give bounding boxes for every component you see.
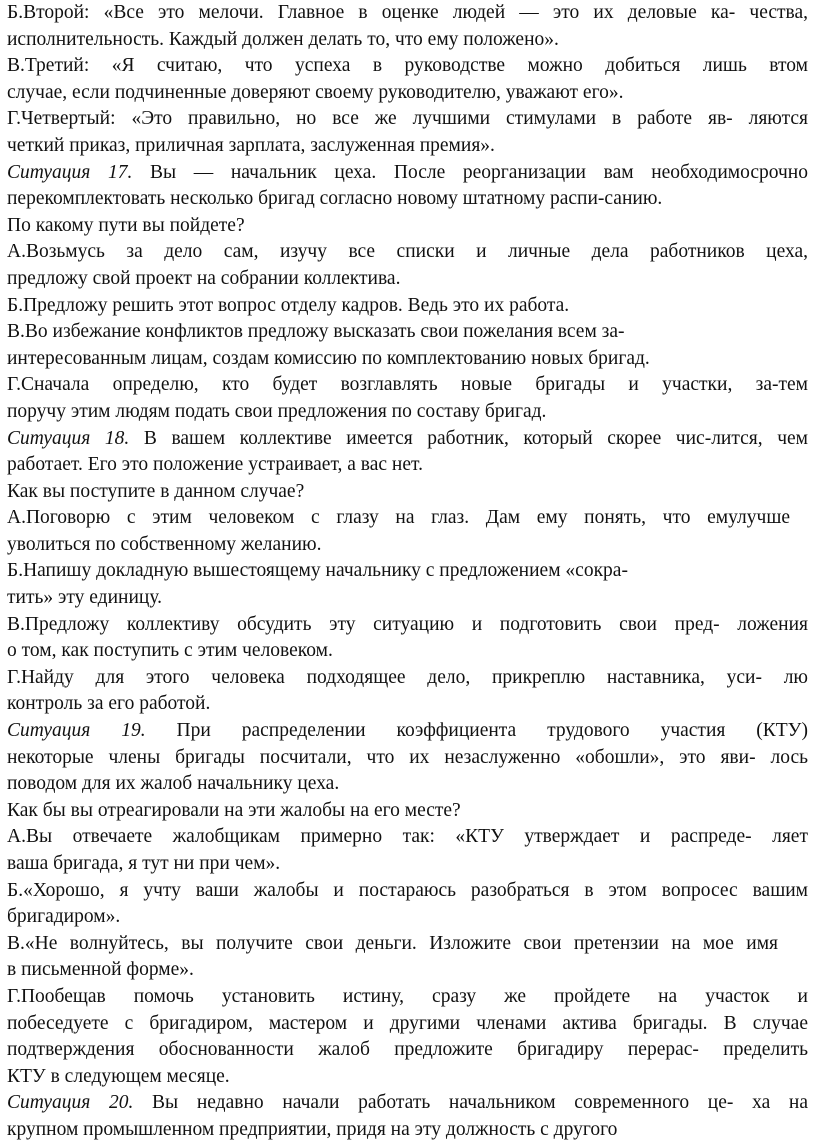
line-text: При распределении коэффициента трудового участия (КТУ) xyxy=(145,720,808,742)
text-line xyxy=(7,878,808,905)
text-line xyxy=(7,532,808,559)
line-text: крупном промышленном предприятии, придя на эту должность с другого xyxy=(7,1118,618,1140)
line-text: поручу этим людям подать свои предложения по составу бригад. xyxy=(7,400,547,422)
line-text: В.Третий: «Я считаю, что успеха в руководстве можно добиться лишь втом xyxy=(7,55,808,77)
text-line xyxy=(7,798,808,825)
text-line xyxy=(7,851,808,878)
line-text: предложу свой проект на собрании коллектива. xyxy=(7,267,401,289)
text-line xyxy=(7,745,808,772)
text-line xyxy=(7,1117,808,1144)
line-text: случае, если подчиненные доверяют своему руководителю, уважают его». xyxy=(7,81,624,103)
text-line xyxy=(7,80,808,107)
situation-label: Ситуация 18. xyxy=(7,427,130,449)
text-line xyxy=(7,824,808,851)
text-line xyxy=(7,904,808,931)
line-text: Б.«Хорошо, я учту ваши жалобы и постараюсь разобраться в этом вопросес вашим xyxy=(7,879,808,901)
line-text: поводом для их жалоб начальнику цеха. xyxy=(7,773,340,795)
line-text: Как вы поступите в данном случае? xyxy=(7,480,305,502)
situation-label: Ситуация 17. xyxy=(7,161,133,183)
line-text: четкий приказ, приличная зарплата, заслуженная премия». xyxy=(7,134,495,156)
text-line xyxy=(7,372,808,399)
line-text: тить» эту единицу. xyxy=(7,587,162,609)
text-line xyxy=(7,558,808,585)
text-line xyxy=(7,133,808,160)
text-line xyxy=(7,452,808,479)
line-text: А.Поговорю с этим человеком с глазу на глаз. Дам ему понять, что емулучше xyxy=(7,507,790,529)
text-line xyxy=(7,160,808,187)
text-line xyxy=(7,612,808,639)
line-text: В.«Не волнуйтесь, вы получите свои деньги. Изложите свои претензии на мое имя xyxy=(7,932,778,954)
text-line xyxy=(7,479,808,506)
line-text: контроль за его работой. xyxy=(7,693,211,715)
text-line xyxy=(7,505,808,532)
text-line xyxy=(7,1011,808,1038)
text-line xyxy=(7,957,808,984)
text-line xyxy=(7,239,808,266)
line-text: исполнительность. Каждый должен делать то, что ему положено». xyxy=(7,28,559,50)
text-line xyxy=(7,346,808,373)
line-text: Б.Предложу решить этот вопрос отделу кадров. Ведь это их работа. xyxy=(7,294,570,316)
text-line xyxy=(7,27,808,54)
line-text: Вы — начальник цеха. После реорганизации вам необходимосрочно xyxy=(132,161,808,183)
text-line xyxy=(7,984,808,1011)
line-text: Г.Сначала определю, кто будет возглавлять новые бригады и участки, за-тем xyxy=(7,374,808,396)
text-line xyxy=(7,106,808,133)
text-line xyxy=(7,771,808,798)
line-text: некоторые члены бригады посчитали, что их незаслуженно «обошли», это яви- лось xyxy=(7,746,808,768)
text-line xyxy=(7,638,808,665)
line-text: А.Вы отвечаете жалобщикам примерно так: «КТУ утверждает и распреде- ляет xyxy=(7,826,808,848)
text-line xyxy=(7,1037,808,1064)
line-text: интересованным лицам, создам комиссию по комплектованию новых бригад. xyxy=(7,347,650,369)
line-text: бригадиром». xyxy=(7,906,121,928)
text-line xyxy=(7,931,808,958)
line-text: о том, как поступить с этим человеком. xyxy=(7,640,333,662)
line-text: Б.Напишу докладную вышестоящему начальнику с предложением «сокра- xyxy=(7,560,628,582)
text-line xyxy=(7,186,808,213)
text-line xyxy=(7,585,808,612)
situation-label: Ситуация 20. xyxy=(7,1092,134,1114)
line-text: побеседуете с бригадиром, мастером и другими членами актива бригады. В случае xyxy=(7,1012,808,1034)
line-text: Вы недавно начали работать начальником современного це- ха на xyxy=(133,1092,808,1114)
text-line xyxy=(7,1064,808,1091)
line-text: В.Во избежание конфликтов предложу высказать свои пожелания всем за- xyxy=(7,321,625,343)
line-text: Как бы вы отреагировали на эти жалобы на его месте? xyxy=(7,799,461,821)
line-text: Г.Четвертый: «Это правильно, но все же лучшими стимулами в работе яв- ляются xyxy=(7,108,808,130)
line-text: в письменной форме». xyxy=(7,959,194,981)
text-line xyxy=(7,266,808,293)
line-text: А.Возьмусь за дело сам, изучу все списки и личные дела работников цеха, xyxy=(7,241,808,263)
text-line xyxy=(7,426,808,453)
text-line xyxy=(7,293,808,320)
line-text: работает. Его это положение устраивает, а вас нет. xyxy=(7,454,423,476)
line-text: Б.Второй: «Все это мелочи. Главное в оценке людей — это их деловые ка- чества, xyxy=(7,2,808,23)
text-line xyxy=(7,691,808,718)
line-text: уволиться по собственному желанию. xyxy=(7,533,322,555)
line-text: подтверждения обоснованности жалоб предложите бригадиру перерас- пределить xyxy=(7,1039,808,1061)
text-line xyxy=(7,1090,808,1117)
text-line xyxy=(7,665,808,692)
situation-label: Ситуация 19. xyxy=(7,720,146,742)
line-text: КТУ в следующем месяце. xyxy=(7,1065,230,1087)
line-text: Г.Пообещав помочь установить истину, сразу же пройдете на участок и xyxy=(7,985,808,1007)
text-line xyxy=(7,53,808,80)
text-line xyxy=(7,319,808,346)
text-line xyxy=(7,213,808,240)
line-text: В.Предложу коллективу обсудить эту ситуацию и подготовить свои пред- ложения xyxy=(7,613,808,635)
line-text: Г.Найду для этого человека подходящее дело, прикреплю наставника, уси- лю xyxy=(7,666,808,688)
line-text: ваша бригада, я тут ни при чем». xyxy=(7,853,281,874)
text-line xyxy=(7,718,808,745)
text-line xyxy=(7,0,808,27)
text-line xyxy=(7,399,808,426)
line-text: перекомплектовать несколько бригад согласно новому штатному распи-санию. xyxy=(7,188,663,210)
line-text: В вашем коллективе имеется работник, который скорее чис-лится, чем xyxy=(129,427,808,449)
line-text: По какому пути вы пойдете? xyxy=(7,214,245,236)
